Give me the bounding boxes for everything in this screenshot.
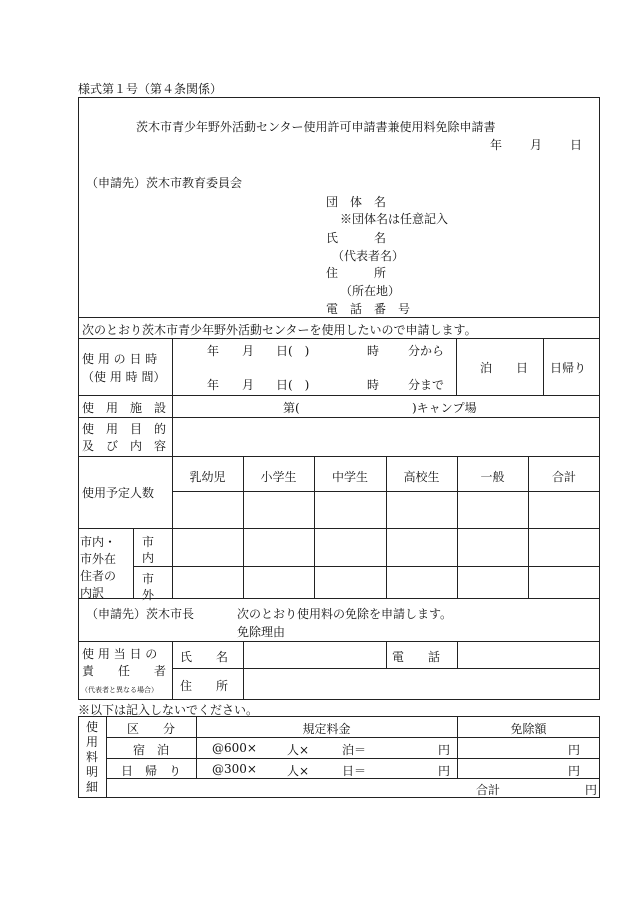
fee-day-unit: 日＝ [342,764,367,778]
exemption-statement: 次のとおり使用料の免除を申請します。 [237,607,453,621]
fee-day-yen: 円 [438,764,451,778]
fee-side-1: 使 [86,720,99,734]
col-general: 一般 [480,470,505,484]
outside-city-1: 市 [142,572,155,586]
col-high-school: 高校生 [403,470,440,484]
to-day: 日( ) [276,378,310,392]
to-year: 年 [207,378,220,392]
day-trip-label: 日帰り [550,361,587,375]
residence-label-4: 内訳 [80,586,105,600]
responsible-label: 使 用 当 日 の [82,647,158,661]
name-label: 氏 名 [326,231,387,245]
fee-total-yen: 円 [585,783,598,797]
addressee: （申請先）茨木市教育委員会 [86,176,243,190]
fee-day-label: 日 帰 り [120,764,181,778]
from-month: 月 [242,344,255,358]
col-junior-high: 中学生 [331,470,368,484]
purpose-label: 使 用 目 的 [82,422,167,436]
group-name-label: 団 体 名 [326,195,387,209]
usage-statement: 次のとおり茨木市青少年野外活動センターを使用したいので申請します。 [82,323,477,337]
group-name-note: ※団体名は任意記入 [340,212,449,226]
location-label: （所在地） [340,284,401,298]
fee-col-category: 区 分 [126,722,175,736]
fee-day-persons: 人× [287,764,310,778]
form-number: 様式第１号（第４条関係） [78,82,223,96]
date-year-label: 年 [490,138,503,152]
facility-suffix: )キャンプ場 [412,401,477,415]
office-use-note: ※以下は記入しないでください。 [78,703,259,717]
fee-col-rate: 規定料金 [302,722,351,736]
fee-stay-yen: 円 [438,743,451,757]
nights-label: 泊 日 [480,361,529,375]
to-minute: 分まで [408,378,445,392]
usage-time-label: （使 用 時 間） [82,370,166,384]
col-elementary: 小学生 [260,470,297,484]
fee-side-5: 細 [86,780,99,794]
exemption-reason: 免除理由 [237,625,286,639]
fee-stay-rate: @600× [212,741,257,755]
responsible-name-label: 氏 名 [180,650,229,664]
responsible-address-label: 住 所 [180,679,229,693]
phone-label: 電 話 番 号 [326,302,411,316]
exemption-addressee: （申請先）茨木市長 [86,607,195,621]
outside-city-2: 外 [142,588,155,602]
from-hour: 時 [367,344,380,358]
people-label: 使用予定人数 [82,486,155,500]
facility-prefix: 第( [283,401,300,415]
fee-side-4: 明 [86,765,99,779]
from-day: 日( ) [276,344,310,358]
from-minute: 分から [408,344,445,358]
date-month-label: 月 [530,138,543,152]
usage-date-label: 使 用 の 日 時 [82,352,158,366]
fee-side-2: 用 [86,735,99,749]
col-infant: 乳幼児 [189,470,226,484]
fee-stay-label: 宿 泊 [132,743,169,757]
fee-stay-unit: 泊＝ [342,743,367,757]
address-label: 住 所 [326,266,387,280]
inside-city-2: 内 [142,551,155,565]
fee-day-rate: @300× [212,762,257,776]
fee-day-exempt-yen: 円 [568,764,581,778]
fee-side-3: 料 [86,750,99,764]
responsible-note: （代表者と異なる場合） [81,686,158,694]
fee-stay-persons: 人× [287,743,310,757]
representative-label: （代表者名） [332,249,405,263]
responsible-label-2: 責 任 者 [82,664,167,678]
purpose-label-2: 及 び 内 容 [82,439,167,453]
facility-label: 使 用 施 設 [82,401,167,415]
fee-stay-exempt-yen: 円 [568,743,581,757]
residence-label-1: 市内・ [80,535,117,549]
form-title: 茨木市青少年野外活動センター使用許可申請書兼使用料免除申請書 [136,120,496,134]
responsible-phone-label: 電 話 [392,650,441,664]
residence-label-2: 市外在 [80,552,117,566]
residence-label-3: 住者の [80,569,117,583]
inside-city-1: 市 [142,535,155,549]
fee-total-label: 合計 [476,783,501,797]
from-year: 年 [207,344,220,358]
fee-col-exempt: 免除額 [510,722,547,736]
col-total: 合計 [551,470,576,484]
to-month: 月 [242,378,255,392]
to-hour: 時 [367,378,380,392]
date-day-label: 日 [570,138,583,152]
